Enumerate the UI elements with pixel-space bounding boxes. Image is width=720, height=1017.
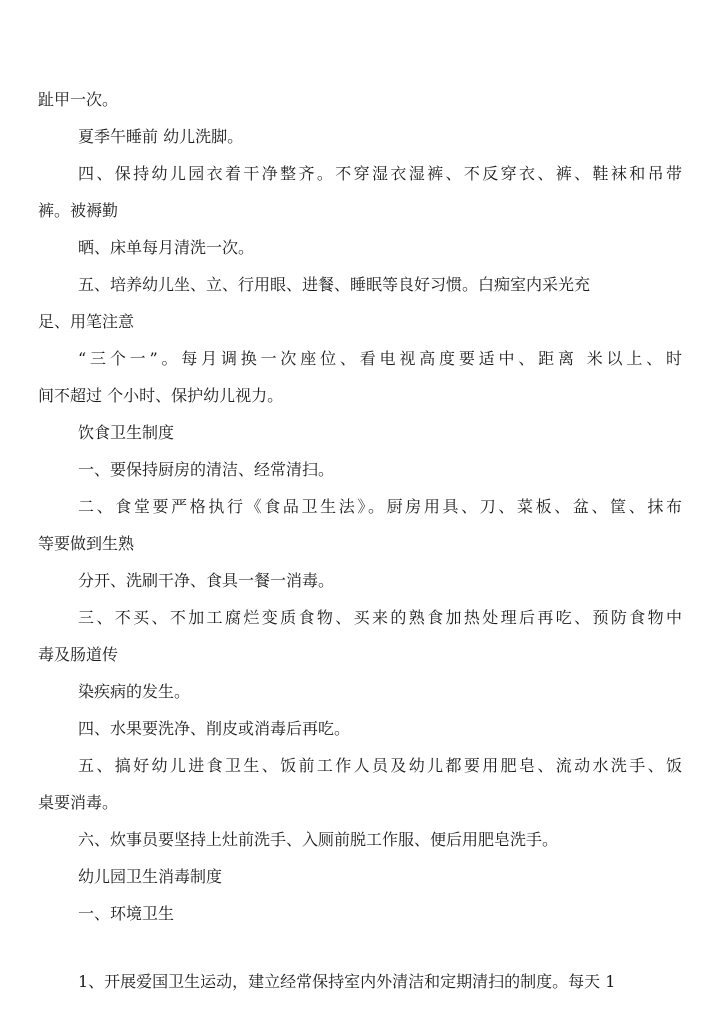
text-line: 五、搞好幼儿进食卫生、饭前工作人员及幼儿都要用肥皂、流动水洗手、饭 (78, 756, 682, 775)
text-line: 一、要保持厨房的清洁、经常清扫。 (78, 460, 335, 479)
text-line: 三、不买、不加工腐烂变质食物、买来的熟食加热处理后再吃、预防食物中 (78, 608, 682, 627)
section-heading: 饮食卫生制度 (78, 423, 175, 442)
text-line: 晒、床单每月清洗一次。 (78, 238, 255, 257)
text-line: 染疾病的发生。 (78, 682, 191, 701)
text-line: 毒及肠道传 (38, 645, 119, 664)
text-line: 六、炊事员要坚持上灶前洗手、入厕前脱工作服、便后用肥皂洗手。 (78, 830, 559, 849)
text-line: 四、保持幼儿园衣着干净整齐。不穿湿衣湿裤、不反穿衣、裤、鞋袜和吊带 (78, 164, 682, 183)
text-line: 夏季午睡前 幼儿洗脚。 (78, 127, 244, 146)
subsection-heading: 一、环境卫生 (78, 904, 175, 923)
text-line: “三个一”。每月调换一次座位、看电视高度要适中、距离 米以上、时 (78, 349, 682, 368)
text-line: 五、培养幼儿坐、立、行用眼、进餐、睡眠等良好习惯。白痴室内采光充 (78, 275, 591, 294)
text-line: 二、食堂要严格执行《食品卫生法》。厨房用具、刀、菜板、盆、筐、抹布 (78, 497, 682, 516)
text-line: 四、水果要洗净、削皮或消毒后再吃。 (78, 719, 351, 738)
text-line: 趾甲一次。 (38, 90, 119, 109)
text-line: 分开、洗刷干净、食具一餐一消毒。 (78, 571, 335, 590)
text-line: 桌要消毒。 (38, 793, 119, 812)
text-line: 1、开展爱国卫生运动，建立经常保持室内外清洁和定期清扫的制度。每天 1 (78, 972, 616, 991)
section-heading: 幼儿园卫生消毒制度 (78, 867, 223, 886)
text-line: 间不超过 个小时、保护幼儿视力。 (38, 386, 284, 405)
text-line: 等要做到生熟 (38, 534, 135, 553)
text-line: 裤。被褥勤 (38, 201, 119, 220)
text-line: 足、用笔注意 (38, 312, 135, 331)
